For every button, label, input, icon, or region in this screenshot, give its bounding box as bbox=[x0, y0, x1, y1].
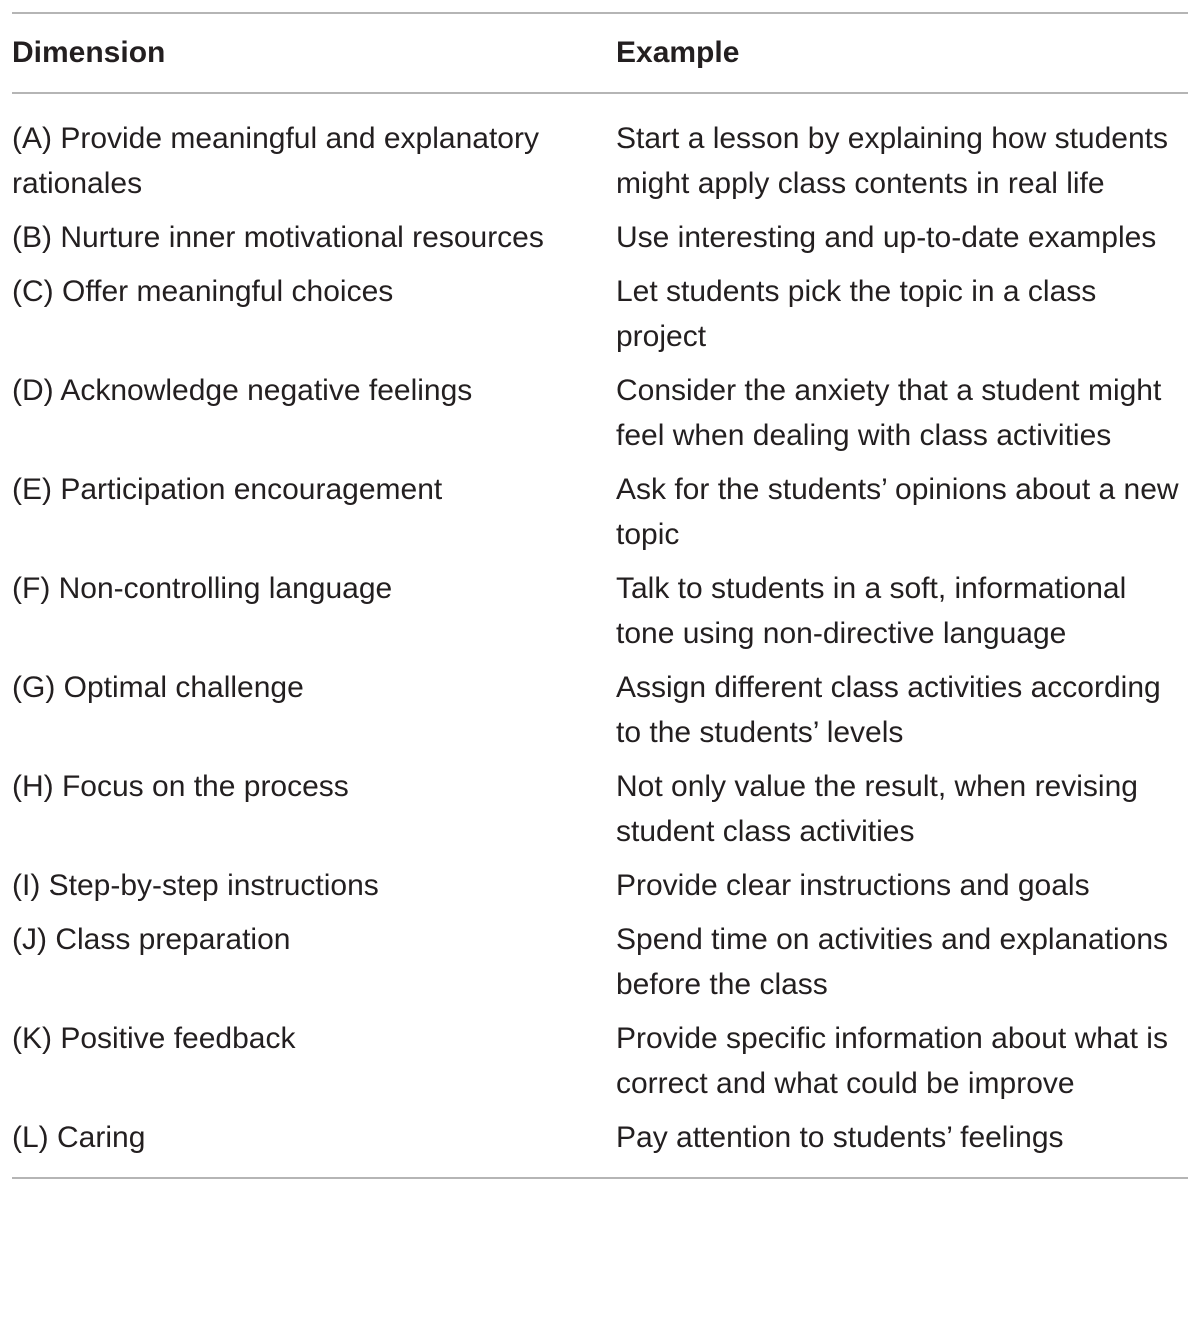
table-row bbox=[12, 566, 1188, 656]
example-cell: Let students pick the topic in a class project bbox=[616, 275, 1097, 353]
bottom-rule bbox=[12, 1177, 1188, 1179]
table-row bbox=[12, 665, 1188, 755]
example-cell: Pay attention to students’ feelings bbox=[616, 1121, 1064, 1154]
example-cell: Consider the anxiety that a student might feel when dealing with class activities bbox=[616, 374, 1162, 452]
dimension-cell: (F) Non-controlling language bbox=[12, 572, 393, 605]
example-cell: Use interesting and up-to-date examples bbox=[616, 221, 1157, 254]
table-row bbox=[12, 863, 1188, 908]
table-row bbox=[12, 1016, 1188, 1106]
table-row bbox=[12, 917, 1188, 1007]
dimension-cell: (G) Optimal challenge bbox=[12, 671, 304, 704]
example-cell: Start a lesson by explaining how students might apply class contents in real life bbox=[616, 122, 1168, 200]
dimension-cell: (K) Positive feedback bbox=[12, 1022, 296, 1055]
table-row bbox=[12, 467, 1188, 557]
dimension-cell: (J) Class preparation bbox=[12, 923, 291, 956]
dimension-cell: (C) Offer meaningful choices bbox=[12, 275, 394, 308]
dimension-cell: (I) Step-by-step instructions bbox=[12, 869, 379, 902]
dimension-cell: (E) Participation encouragement bbox=[12, 473, 443, 506]
dimension-cell: (B) Nurture inner motivational resources bbox=[12, 221, 544, 254]
example-cell: Not only value the result, when revising student class activities bbox=[616, 770, 1138, 848]
table-row bbox=[12, 368, 1188, 458]
table-row bbox=[12, 269, 1188, 359]
table-body bbox=[12, 94, 1188, 1177]
dimension-cell: (A) Provide meaningful and explanatory rationales bbox=[12, 122, 539, 200]
table-bottom-spacer bbox=[12, 1169, 1188, 1177]
dimension-example-table bbox=[12, 12, 1188, 1179]
dimension-cell: (D) Acknowledge negative feelings bbox=[12, 374, 473, 407]
table-row bbox=[12, 116, 1188, 206]
dimension-cell: (L) Caring bbox=[12, 1121, 146, 1154]
example-cell: Ask for the students’ opinions about a new topic bbox=[616, 473, 1179, 551]
dimension-cell: (H) Focus on the process bbox=[12, 770, 349, 803]
example-cell: Spend time on activities and explanations before the class bbox=[616, 923, 1169, 1001]
table-row bbox=[12, 764, 1188, 854]
table-header bbox=[12, 14, 1188, 92]
table-row bbox=[12, 215, 1188, 260]
example-cell: Provide clear instructions and goals bbox=[616, 869, 1090, 902]
header-dimension: Dimension bbox=[12, 36, 166, 69]
example-cell: Talk to students in a soft, informational tone using non-directive language bbox=[616, 572, 1127, 650]
example-cell: Assign different class activities according to the students’ levels bbox=[616, 671, 1161, 749]
table-row bbox=[12, 1115, 1188, 1160]
example-cell: Provide specific information about what is correct and what could be improve bbox=[616, 1022, 1168, 1100]
header-example: Example bbox=[616, 36, 740, 69]
